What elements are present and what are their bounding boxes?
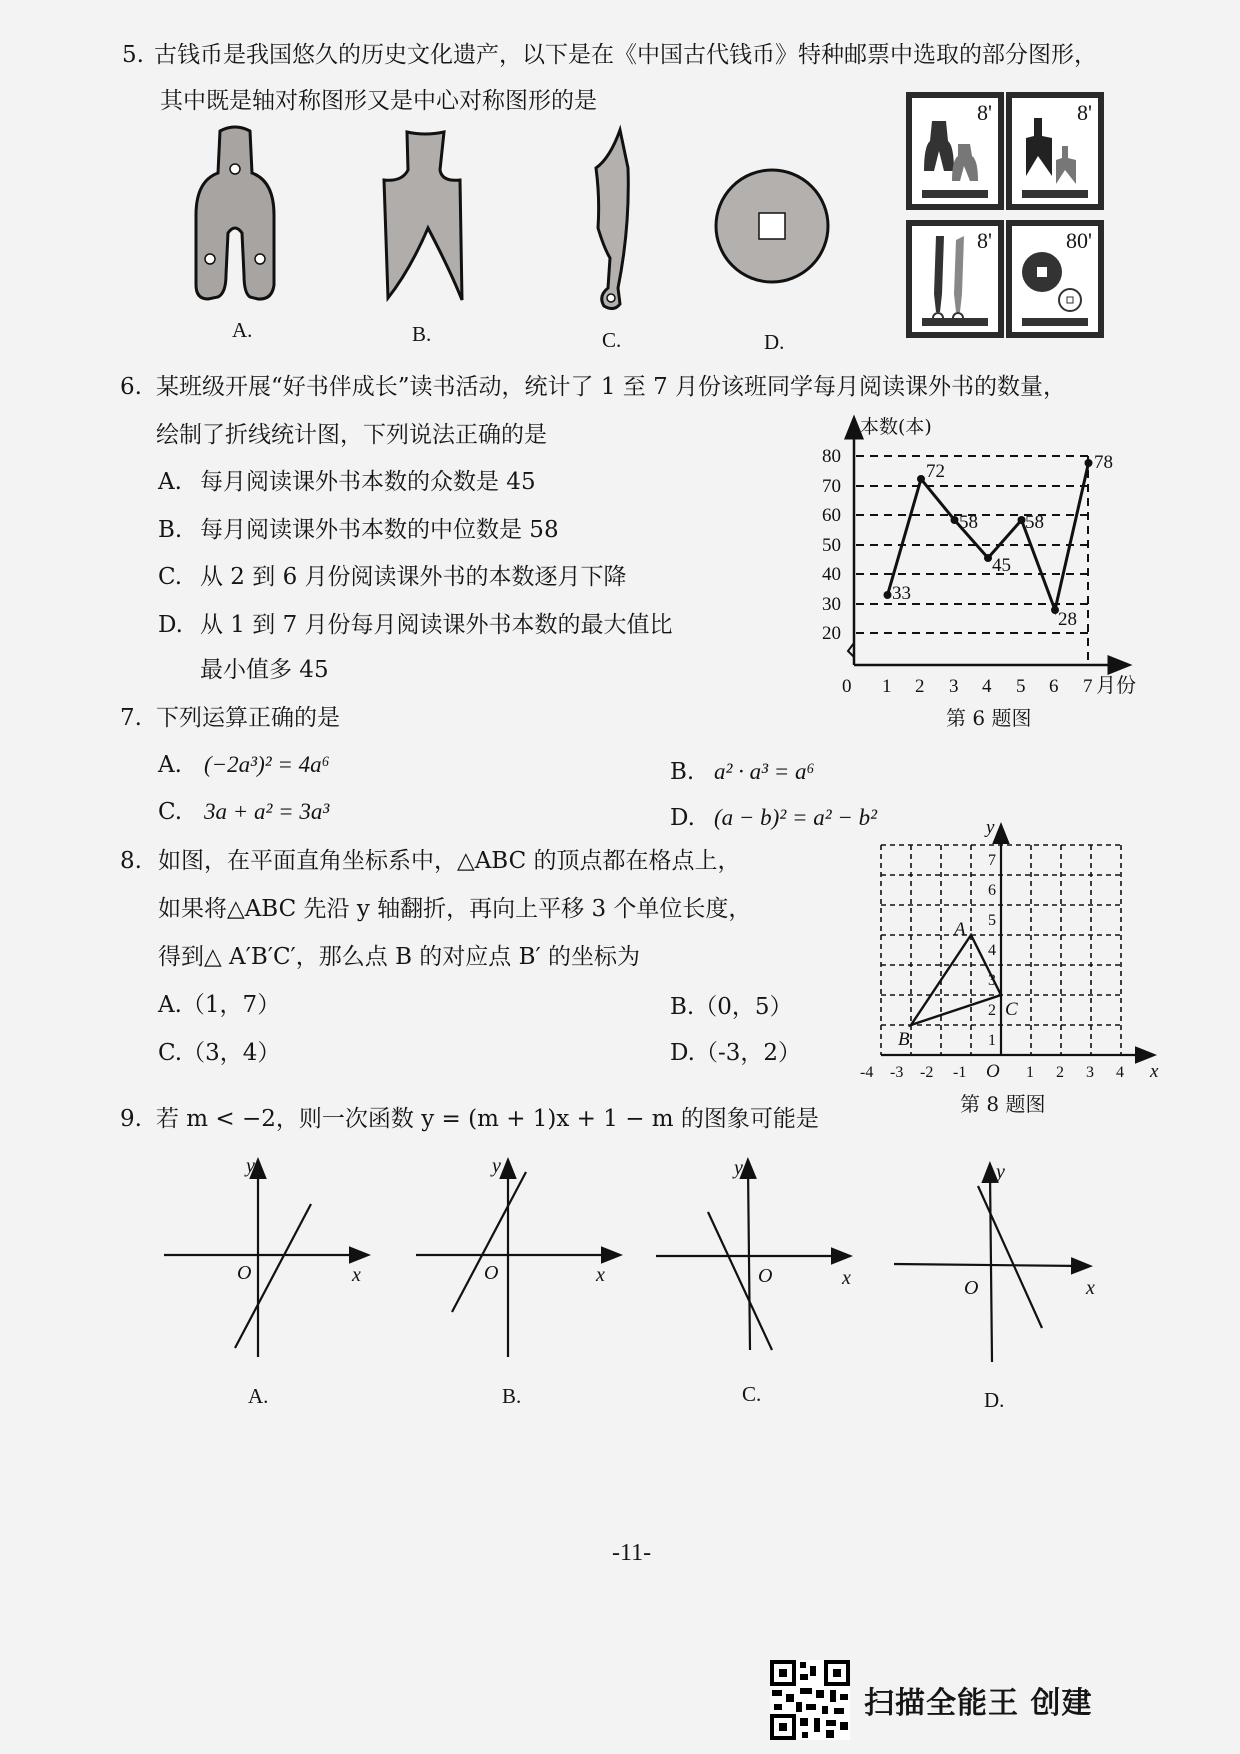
q6-option-b-label: B. xyxy=(158,517,183,543)
stamp-knife-icon xyxy=(922,234,982,324)
q5-line2: 其中既是轴对称图形又是中心对称图形的是 xyxy=(160,88,597,114)
stamp-spade-icon xyxy=(1022,116,1082,186)
q6-option-a-label: A. xyxy=(158,469,182,495)
q7-option-d-expr: (a − b)² = a² − b² xyxy=(714,805,878,830)
svg-text:80: 80 xyxy=(822,446,841,467)
svg-text:1: 1 xyxy=(882,676,892,697)
svg-text:6: 6 xyxy=(988,882,996,899)
q9-option-a: A. xyxy=(248,1384,269,1408)
q7-number: 7. xyxy=(120,705,142,731)
svg-text:70: 70 xyxy=(822,476,841,497)
qr-code-icon xyxy=(770,1660,850,1740)
svg-text:5: 5 xyxy=(1016,676,1026,697)
y-axis-label: 本数(本) xyxy=(860,416,932,438)
graph-d xyxy=(890,1150,1095,1380)
q6-line1: 某班级开展“好书伴成长”读书活动，统计了 1 至 7 月份该班同学每月阅读课外书的数量， xyxy=(156,374,1067,400)
svg-text:2: 2 xyxy=(1056,1064,1064,1081)
q7-option-b-label: B. xyxy=(670,759,695,785)
q8-option-b: B.（0，5） xyxy=(670,994,793,1020)
q9-option-d: D. xyxy=(984,1388,1005,1412)
svg-text:y: y xyxy=(986,817,995,838)
svg-text:x: x xyxy=(1086,1277,1095,1299)
svg-text:6: 6 xyxy=(1049,676,1059,697)
stamp-spade-icon xyxy=(922,116,982,186)
svg-text:78: 78 xyxy=(1094,452,1113,473)
scanner-label: 扫描全能王 创建 xyxy=(864,1686,1093,1721)
svg-text:1: 1 xyxy=(988,1032,996,1049)
stamp-round-coin-icon xyxy=(1018,248,1088,328)
svg-text:1: 1 xyxy=(1026,1064,1034,1081)
page-number: -11- xyxy=(612,1540,652,1566)
svg-text:58: 58 xyxy=(1025,512,1044,533)
q5-option-c: C. xyxy=(602,328,622,352)
q6-option-d-label: D. xyxy=(158,612,183,638)
svg-text:0: 0 xyxy=(842,676,852,697)
q8-figure-caption: 第 8 题图 xyxy=(960,1092,1046,1116)
svg-text:x: x xyxy=(1150,1061,1159,1082)
svg-text:50: 50 xyxy=(822,535,841,556)
q7-option-d-label: D. xyxy=(670,805,695,831)
graph-c xyxy=(652,1150,852,1380)
svg-text:3: 3 xyxy=(988,972,996,989)
q6-option-b-text: 每月阅读课外书本数的中位数是 58 xyxy=(200,517,559,543)
svg-text:A: A xyxy=(954,919,966,940)
svg-text:y: y xyxy=(492,1155,501,1177)
q6-number: 6. xyxy=(120,374,142,400)
q8-line3: 得到△ A′B′C′，那么点 B 的对应点 B′ 的坐标为 xyxy=(158,944,641,970)
svg-text:y: y xyxy=(996,1161,1005,1183)
svg-text:33: 33 xyxy=(892,583,911,604)
svg-text:y: y xyxy=(246,1155,255,1177)
q8-line2: 如果将△ABC 先沿 y 轴翻折，再向上平移 3 个单位长度， xyxy=(158,896,752,922)
svg-text:-1: -1 xyxy=(953,1064,967,1081)
x-axis-label: 月份 xyxy=(1096,673,1136,697)
coordinate-grid-figure xyxy=(860,815,1166,1095)
svg-text:2: 2 xyxy=(988,1002,996,1019)
svg-text:58: 58 xyxy=(959,512,978,533)
q6-line2: 绘制了折线统计图，下列说法正确的是 xyxy=(156,422,547,448)
q7-option-b-expr: a² · a³ = a⁶ xyxy=(714,759,815,784)
svg-text:7: 7 xyxy=(988,852,996,869)
svg-text:30: 30 xyxy=(822,594,841,615)
q7-option-c-label: C. xyxy=(158,799,183,825)
q5-option-a: A. xyxy=(232,318,253,342)
svg-text:x: x xyxy=(596,1264,605,1286)
q9-number: 9. xyxy=(120,1106,142,1132)
svg-text:O: O xyxy=(758,1265,773,1287)
q5-option-b: B. xyxy=(412,322,432,346)
q6-option-c-label: C. xyxy=(158,564,183,590)
graph-b xyxy=(412,1150,612,1380)
svg-text:2: 2 xyxy=(915,676,925,697)
svg-text:x: x xyxy=(842,1267,851,1289)
q6-figure-caption: 第 6 题图 xyxy=(946,706,1032,730)
graph-a xyxy=(160,1150,360,1380)
q6-option-d-text2: 最小值多 45 xyxy=(200,657,329,683)
svg-text:-2: -2 xyxy=(920,1064,934,1081)
coin-d-round-icon xyxy=(712,168,832,288)
svg-text:C: C xyxy=(1005,999,1018,1020)
q9-stem: 若 m < −2，则一次函数 y = (m + 1)x + 1 − m 的图象可能是 xyxy=(156,1106,819,1132)
stamp-2: 8' xyxy=(1006,92,1104,210)
q8-option-d: D.（-3，2） xyxy=(670,1040,801,1066)
coin-c-knife-icon xyxy=(590,128,640,318)
q9-option-b: B. xyxy=(502,1384,522,1408)
svg-text:3: 3 xyxy=(1086,1064,1094,1081)
svg-text:O: O xyxy=(484,1262,499,1284)
svg-text:O: O xyxy=(964,1277,979,1299)
q8-option-a: A.（1，7） xyxy=(158,992,281,1018)
svg-text:4: 4 xyxy=(982,676,992,697)
stamp-3: 8' xyxy=(906,220,1004,338)
coin-a-spade-icon xyxy=(190,125,280,305)
line-chart xyxy=(820,415,1160,725)
coin-b-pointed-spade-icon xyxy=(380,130,470,310)
stamp-4: 80' xyxy=(1006,220,1104,338)
svg-text:20: 20 xyxy=(822,623,841,644)
q7-stem: 下列运算正确的是 xyxy=(156,705,340,731)
q7-option-c-expr: 3a + a² = 3a³ xyxy=(204,799,330,824)
q7-option-a-label: A. xyxy=(158,752,182,778)
q6-option-c-text: 从 2 到 6 月份阅读课外书的本数逐月下降 xyxy=(200,564,627,590)
svg-text:x: x xyxy=(352,1264,361,1286)
svg-text:28: 28 xyxy=(1058,609,1077,630)
q8-line1: 如图，在平面直角坐标系中，△ABC 的顶点都在格点上， xyxy=(158,848,741,874)
q5-line1: 古钱币是我国悠久的历史文化遗产，以下是在《中国古代钱币》特种邮票中选取的部分图形， xyxy=(154,42,1097,68)
svg-text:4: 4 xyxy=(1116,1064,1124,1081)
svg-text:72: 72 xyxy=(926,461,945,482)
stamp-1: 8' xyxy=(906,92,1004,210)
q5-number: 5. xyxy=(122,42,144,68)
q8-number: 8. xyxy=(120,848,142,874)
svg-text:3: 3 xyxy=(949,676,959,697)
svg-text:y: y xyxy=(734,1157,743,1179)
svg-text:7: 7 xyxy=(1083,676,1093,697)
svg-text:5: 5 xyxy=(988,912,996,929)
q6-option-d-text: 从 1 到 7 月份每月阅读课外书本数的最大值比 xyxy=(200,612,673,638)
svg-text:O: O xyxy=(986,1061,1000,1082)
q9-option-c: C. xyxy=(742,1382,762,1406)
svg-text:-3: -3 xyxy=(890,1064,904,1081)
svg-text:O: O xyxy=(237,1262,252,1284)
svg-text:40: 40 xyxy=(822,564,841,585)
svg-text:B: B xyxy=(898,1029,910,1050)
q5-option-d: D. xyxy=(764,330,785,354)
q7-option-a-expr: (−2a³)² = 4a⁶ xyxy=(204,752,330,777)
q6-option-a-text: 每月阅读课外书本数的众数是 45 xyxy=(200,469,536,495)
svg-text:60: 60 xyxy=(822,505,841,526)
svg-text:4: 4 xyxy=(988,942,996,959)
q8-option-c: C.（3，4） xyxy=(158,1040,281,1066)
scanner-watermark xyxy=(770,1660,1092,1740)
svg-text:-4: -4 xyxy=(860,1064,874,1081)
svg-text:45: 45 xyxy=(992,555,1011,576)
